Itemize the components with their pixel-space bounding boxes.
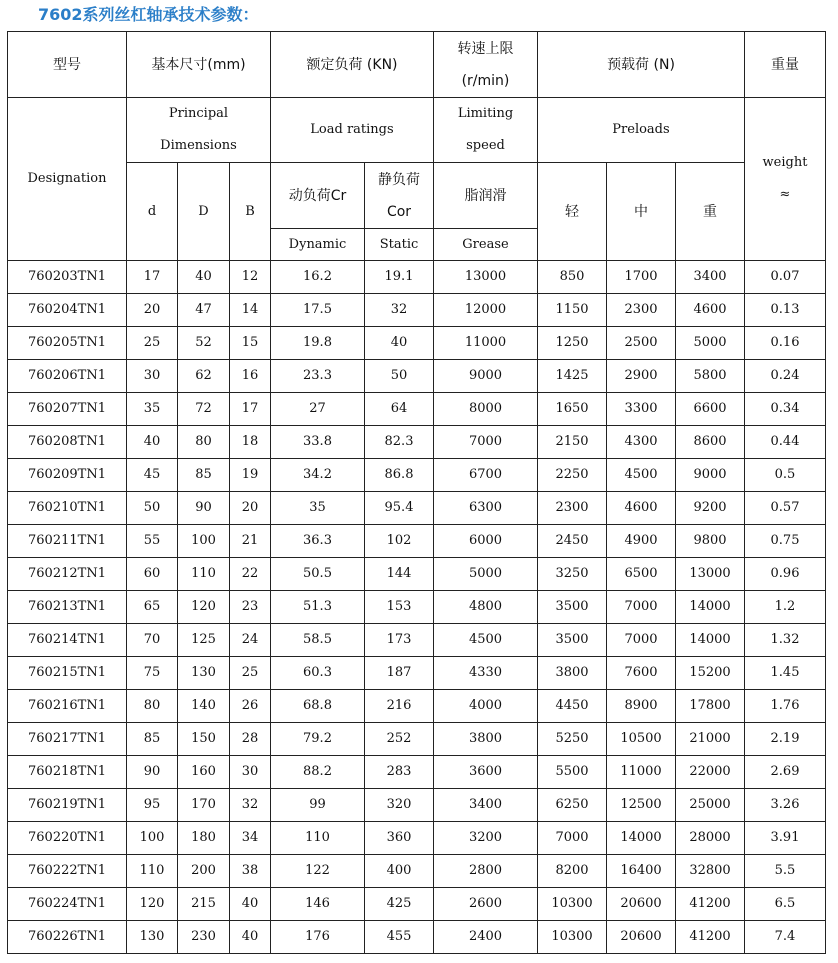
cell-D: 215: [178, 888, 230, 921]
cell-static: 86.8: [365, 459, 434, 492]
cell-static: 82.3: [365, 426, 434, 459]
cell-dynamic: 122: [271, 855, 365, 888]
cell-light: 2250: [538, 459, 607, 492]
header-medium: 中: [607, 163, 676, 261]
header-static-zh: [365, 163, 434, 229]
cell-light: 10300: [538, 921, 607, 954]
table-row: [8, 789, 826, 822]
header-dynamic-en: Dynamic: [271, 229, 365, 261]
cell-designation: 760220TN1: [8, 822, 127, 855]
cell-medium: 20600: [607, 921, 676, 954]
header-model: 型号: [8, 32, 127, 98]
cell-d: 75: [127, 657, 178, 690]
cell-light: 1425: [538, 360, 607, 393]
cell-d: 70: [127, 624, 178, 657]
cell-B: 15: [230, 327, 271, 360]
cell-static: 283: [365, 756, 434, 789]
cell-D: 52: [178, 327, 230, 360]
cell-grease: 3600: [434, 756, 538, 789]
cell-B: 40: [230, 888, 271, 921]
cell-grease: 9000: [434, 360, 538, 393]
header-limiting-line1: Limiting: [457, 106, 514, 121]
cell-light: 2150: [538, 426, 607, 459]
cell-dynamic: 36.3: [271, 525, 365, 558]
header-speed-limit-line1: 转速上限: [457, 40, 514, 57]
cell-dynamic: 16.2: [271, 261, 365, 294]
cell-weight: 0.07: [745, 261, 826, 294]
cell-static: 32: [365, 294, 434, 327]
cell-light: 3500: [538, 624, 607, 657]
cell-light: 6250: [538, 789, 607, 822]
table-row: [8, 723, 826, 756]
cell-medium: 8900: [607, 690, 676, 723]
cell-dynamic: 99: [271, 789, 365, 822]
table-row: [8, 492, 826, 525]
header-dynamic-zh: 动负荷Cr: [271, 163, 365, 229]
cell-heavy: 41200: [676, 888, 745, 921]
cell-designation: 760203TN1: [8, 261, 127, 294]
cell-grease: 11000: [434, 327, 538, 360]
header-static-line2: Cor: [386, 203, 412, 220]
cell-static: 173: [365, 624, 434, 657]
cell-heavy: 15200: [676, 657, 745, 690]
cell-static: 360: [365, 822, 434, 855]
cell-light: 4450: [538, 690, 607, 723]
cell-B: 21: [230, 525, 271, 558]
header-designation: Designation: [8, 98, 127, 261]
cell-D: 180: [178, 822, 230, 855]
cell-d: 60: [127, 558, 178, 591]
cell-light: 3800: [538, 657, 607, 690]
header-grease-en: Grease: [434, 229, 538, 261]
cell-light: 10300: [538, 888, 607, 921]
header-speed-limit-line2: (r/min): [461, 72, 510, 89]
cell-heavy: 9200: [676, 492, 745, 525]
cell-light: 1250: [538, 327, 607, 360]
cell-d: 90: [127, 756, 178, 789]
cell-light: 2300: [538, 492, 607, 525]
header-grease-zh: 脂润滑: [434, 163, 538, 229]
cell-dynamic: 17.5: [271, 294, 365, 327]
cell-designation: 760208TN1: [8, 426, 127, 459]
cell-grease: 2800: [434, 855, 538, 888]
cell-heavy: 6600: [676, 393, 745, 426]
header-heavy: 重: [676, 163, 745, 261]
header-load-ratings: 额定负荷 (KN): [271, 32, 434, 98]
cell-grease: 6000: [434, 525, 538, 558]
cell-D: 200: [178, 855, 230, 888]
cell-designation: 760218TN1: [8, 756, 127, 789]
cell-weight: 0.16: [745, 327, 826, 360]
cell-B: 22: [230, 558, 271, 591]
cell-medium: 2500: [607, 327, 676, 360]
cell-medium: 4300: [607, 426, 676, 459]
cell-weight: 0.57: [745, 492, 826, 525]
cell-static: 252: [365, 723, 434, 756]
cell-heavy: 3400: [676, 261, 745, 294]
cell-D: 72: [178, 393, 230, 426]
cell-medium: 3300: [607, 393, 676, 426]
cell-designation: 760214TN1: [8, 624, 127, 657]
cell-medium: 14000: [607, 822, 676, 855]
cell-d: 20: [127, 294, 178, 327]
cell-designation: 760212TN1: [8, 558, 127, 591]
table-row: [8, 888, 826, 921]
cell-d: 25: [127, 327, 178, 360]
cell-light: 8200: [538, 855, 607, 888]
cell-medium: 4600: [607, 492, 676, 525]
cell-weight: 2.19: [745, 723, 826, 756]
table-row: [8, 624, 826, 657]
cell-heavy: 25000: [676, 789, 745, 822]
cell-D: 90: [178, 492, 230, 525]
cell-light: 7000: [538, 822, 607, 855]
cell-dynamic: 33.8: [271, 426, 365, 459]
cell-weight: 0.5: [745, 459, 826, 492]
cell-dynamic: 51.3: [271, 591, 365, 624]
cell-static: 153: [365, 591, 434, 624]
page-title: 7602系列丝杠轴承技术参数：: [38, 5, 259, 24]
header-weight-line1: weight: [762, 155, 808, 170]
table-row: [8, 426, 826, 459]
cell-D: 230: [178, 921, 230, 954]
table-row: [8, 591, 826, 624]
cell-weight: 3.26: [745, 789, 826, 822]
cell-d: 65: [127, 591, 178, 624]
header-light: 轻: [538, 163, 607, 261]
cell-medium: 7000: [607, 591, 676, 624]
header-col-B: B: [230, 163, 271, 261]
table-row: [8, 921, 826, 954]
cell-D: 110: [178, 558, 230, 591]
cell-d: 110: [127, 855, 178, 888]
cell-grease: 3200: [434, 822, 538, 855]
cell-dynamic: 88.2: [271, 756, 365, 789]
cell-D: 160: [178, 756, 230, 789]
header-row-sub: [8, 163, 826, 229]
cell-static: 64: [365, 393, 434, 426]
table-row: [8, 360, 826, 393]
header-weight-en: [745, 98, 826, 261]
cell-dynamic: 35: [271, 492, 365, 525]
header-principal-dimensions: [127, 98, 271, 163]
header-col-D: D: [178, 163, 230, 261]
cell-light: 5500: [538, 756, 607, 789]
table-row: [8, 558, 826, 591]
cell-static: 455: [365, 921, 434, 954]
cell-static: 187: [365, 657, 434, 690]
cell-heavy: 41200: [676, 921, 745, 954]
cell-medium: 7600: [607, 657, 676, 690]
cell-static: 400: [365, 855, 434, 888]
bearing-spec-table: [7, 31, 826, 954]
header-static-line1: 静负荷: [378, 171, 420, 188]
cell-static: 144: [365, 558, 434, 591]
cell-D: 140: [178, 690, 230, 723]
cell-D: 80: [178, 426, 230, 459]
cell-light: 3250: [538, 558, 607, 591]
cell-dynamic: 23.3: [271, 360, 365, 393]
header-preload: 预载荷 (N): [538, 32, 745, 98]
cell-designation: 760224TN1: [8, 888, 127, 921]
cell-heavy: 9800: [676, 525, 745, 558]
cell-d: 85: [127, 723, 178, 756]
cell-weight: 1.45: [745, 657, 826, 690]
cell-B: 18: [230, 426, 271, 459]
cell-B: 32: [230, 789, 271, 822]
cell-designation: 760216TN1: [8, 690, 127, 723]
cell-B: 14: [230, 294, 271, 327]
cell-light: 850: [538, 261, 607, 294]
cell-light: 2450: [538, 525, 607, 558]
cell-B: 24: [230, 624, 271, 657]
cell-grease: 7000: [434, 426, 538, 459]
cell-dynamic: 110: [271, 822, 365, 855]
cell-weight: 0.44: [745, 426, 826, 459]
cell-d: 45: [127, 459, 178, 492]
cell-grease: 5000: [434, 558, 538, 591]
header-col-d: d: [127, 163, 178, 261]
cell-heavy: 9000: [676, 459, 745, 492]
cell-weight: 1.32: [745, 624, 826, 657]
table-row: [8, 393, 826, 426]
cell-designation: 760213TN1: [8, 591, 127, 624]
cell-medium: 10500: [607, 723, 676, 756]
cell-static: 216: [365, 690, 434, 723]
cell-D: 130: [178, 657, 230, 690]
cell-grease: 6700: [434, 459, 538, 492]
table-row: [8, 855, 826, 888]
cell-dynamic: 68.8: [271, 690, 365, 723]
table-row: [8, 459, 826, 492]
cell-designation: 760210TN1: [8, 492, 127, 525]
cell-d: 40: [127, 426, 178, 459]
cell-heavy: 32800: [676, 855, 745, 888]
cell-grease: 8000: [434, 393, 538, 426]
table-row: [8, 690, 826, 723]
table-row: [8, 756, 826, 789]
cell-d: 17: [127, 261, 178, 294]
cell-weight: 6.5: [745, 888, 826, 921]
cell-grease: 6300: [434, 492, 538, 525]
cell-designation: 760215TN1: [8, 657, 127, 690]
header-dimensions: 基本尺寸(mm): [127, 32, 271, 98]
cell-designation: 760206TN1: [8, 360, 127, 393]
cell-D: 85: [178, 459, 230, 492]
table-row: [8, 294, 826, 327]
cell-d: 55: [127, 525, 178, 558]
header-preloads-en: Preloads: [538, 98, 745, 163]
cell-weight: 0.34: [745, 393, 826, 426]
cell-grease: 4330: [434, 657, 538, 690]
cell-weight: 0.96: [745, 558, 826, 591]
cell-B: 25: [230, 657, 271, 690]
cell-B: 19: [230, 459, 271, 492]
cell-B: 26: [230, 690, 271, 723]
cell-designation: 760205TN1: [8, 327, 127, 360]
cell-B: 23: [230, 591, 271, 624]
cell-d: 35: [127, 393, 178, 426]
cell-light: 3500: [538, 591, 607, 624]
cell-d: 100: [127, 822, 178, 855]
cell-static: 102: [365, 525, 434, 558]
cell-d: 120: [127, 888, 178, 921]
table-row: [8, 261, 826, 294]
cell-heavy: 22000: [676, 756, 745, 789]
cell-designation: 760222TN1: [8, 855, 127, 888]
cell-designation: 760217TN1: [8, 723, 127, 756]
cell-static: 50: [365, 360, 434, 393]
cell-heavy: 4600: [676, 294, 745, 327]
cell-grease: 4800: [434, 591, 538, 624]
cell-grease: 3800: [434, 723, 538, 756]
cell-designation: 760209TN1: [8, 459, 127, 492]
cell-heavy: 17800: [676, 690, 745, 723]
cell-heavy: 14000: [676, 591, 745, 624]
cell-grease: 13000: [434, 261, 538, 294]
cell-dynamic: 34.2: [271, 459, 365, 492]
cell-heavy: 5000: [676, 327, 745, 360]
cell-B: 16: [230, 360, 271, 393]
cell-medium: 20600: [607, 888, 676, 921]
cell-B: 20: [230, 492, 271, 525]
cell-d: 30: [127, 360, 178, 393]
header-static-en: Static: [365, 229, 434, 261]
cell-grease: 3400: [434, 789, 538, 822]
cell-d: 130: [127, 921, 178, 954]
cell-static: 40: [365, 327, 434, 360]
cell-dynamic: 50.5: [271, 558, 365, 591]
cell-weight: 3.91: [745, 822, 826, 855]
header-principal-line1: Principal: [168, 106, 229, 121]
cell-light: 1150: [538, 294, 607, 327]
header-weight: 重量: [745, 32, 826, 98]
cell-d: 95: [127, 789, 178, 822]
cell-designation: 760226TN1: [8, 921, 127, 954]
cell-D: 125: [178, 624, 230, 657]
cell-D: 62: [178, 360, 230, 393]
cell-dynamic: 19.8: [271, 327, 365, 360]
cell-heavy: 5800: [676, 360, 745, 393]
cell-medium: 4900: [607, 525, 676, 558]
cell-grease: 2400: [434, 921, 538, 954]
cell-heavy: 14000: [676, 624, 745, 657]
cell-B: 40: [230, 921, 271, 954]
cell-dynamic: 79.2: [271, 723, 365, 756]
cell-static: 19.1: [365, 261, 434, 294]
cell-B: 17: [230, 393, 271, 426]
cell-heavy: 13000: [676, 558, 745, 591]
cell-designation: 760207TN1: [8, 393, 127, 426]
cell-grease: 4000: [434, 690, 538, 723]
cell-medium: 12500: [607, 789, 676, 822]
cell-static: 95.4: [365, 492, 434, 525]
cell-weight: 7.4: [745, 921, 826, 954]
cell-medium: 16400: [607, 855, 676, 888]
cell-dynamic: 176: [271, 921, 365, 954]
cell-static: 425: [365, 888, 434, 921]
table-row: [8, 525, 826, 558]
cell-medium: 1700: [607, 261, 676, 294]
header-weight-line2: ≈: [779, 187, 791, 202]
cell-d: 50: [127, 492, 178, 525]
cell-weight: 1.76: [745, 690, 826, 723]
cell-static: 320: [365, 789, 434, 822]
cell-d: 80: [127, 690, 178, 723]
cell-dynamic: 146: [271, 888, 365, 921]
cell-dynamic: 27: [271, 393, 365, 426]
header-principal-line2: Dimensions: [160, 138, 237, 153]
cell-weight: 1.2: [745, 591, 826, 624]
cell-grease: 4500: [434, 624, 538, 657]
table-row: [8, 657, 826, 690]
cell-medium: 4500: [607, 459, 676, 492]
cell-B: 28: [230, 723, 271, 756]
cell-B: 34: [230, 822, 271, 855]
cell-B: 12: [230, 261, 271, 294]
cell-weight: 0.13: [745, 294, 826, 327]
cell-light: 5250: [538, 723, 607, 756]
header-row-en: [8, 98, 826, 163]
cell-grease: 12000: [434, 294, 538, 327]
cell-D: 40: [178, 261, 230, 294]
cell-D: 120: [178, 591, 230, 624]
cell-dynamic: 58.5: [271, 624, 365, 657]
cell-medium: 7000: [607, 624, 676, 657]
table-row: [8, 327, 826, 360]
cell-light: 1650: [538, 393, 607, 426]
cell-medium: 6500: [607, 558, 676, 591]
cell-weight: 2.69: [745, 756, 826, 789]
cell-designation: 760219TN1: [8, 789, 127, 822]
cell-heavy: 28000: [676, 822, 745, 855]
header-limiting-line2: speed: [466, 138, 505, 153]
header-limiting-speed: [434, 98, 538, 163]
cell-weight: 0.75: [745, 525, 826, 558]
cell-designation: 760211TN1: [8, 525, 127, 558]
cell-grease: 2600: [434, 888, 538, 921]
table-row: [8, 822, 826, 855]
cell-medium: 2900: [607, 360, 676, 393]
header-load-ratings-en: Load ratings: [271, 98, 434, 163]
cell-weight: 0.24: [745, 360, 826, 393]
cell-heavy: 21000: [676, 723, 745, 756]
cell-D: 150: [178, 723, 230, 756]
cell-dynamic: 60.3: [271, 657, 365, 690]
header-speed-limit: [434, 32, 538, 98]
cell-B: 30: [230, 756, 271, 789]
cell-B: 38: [230, 855, 271, 888]
cell-designation: 760204TN1: [8, 294, 127, 327]
cell-weight: 5.5: [745, 855, 826, 888]
cell-D: 100: [178, 525, 230, 558]
cell-D: 170: [178, 789, 230, 822]
header-row-zh: [8, 32, 826, 98]
cell-medium: 11000: [607, 756, 676, 789]
cell-heavy: 8600: [676, 426, 745, 459]
cell-D: 47: [178, 294, 230, 327]
cell-medium: 2300: [607, 294, 676, 327]
